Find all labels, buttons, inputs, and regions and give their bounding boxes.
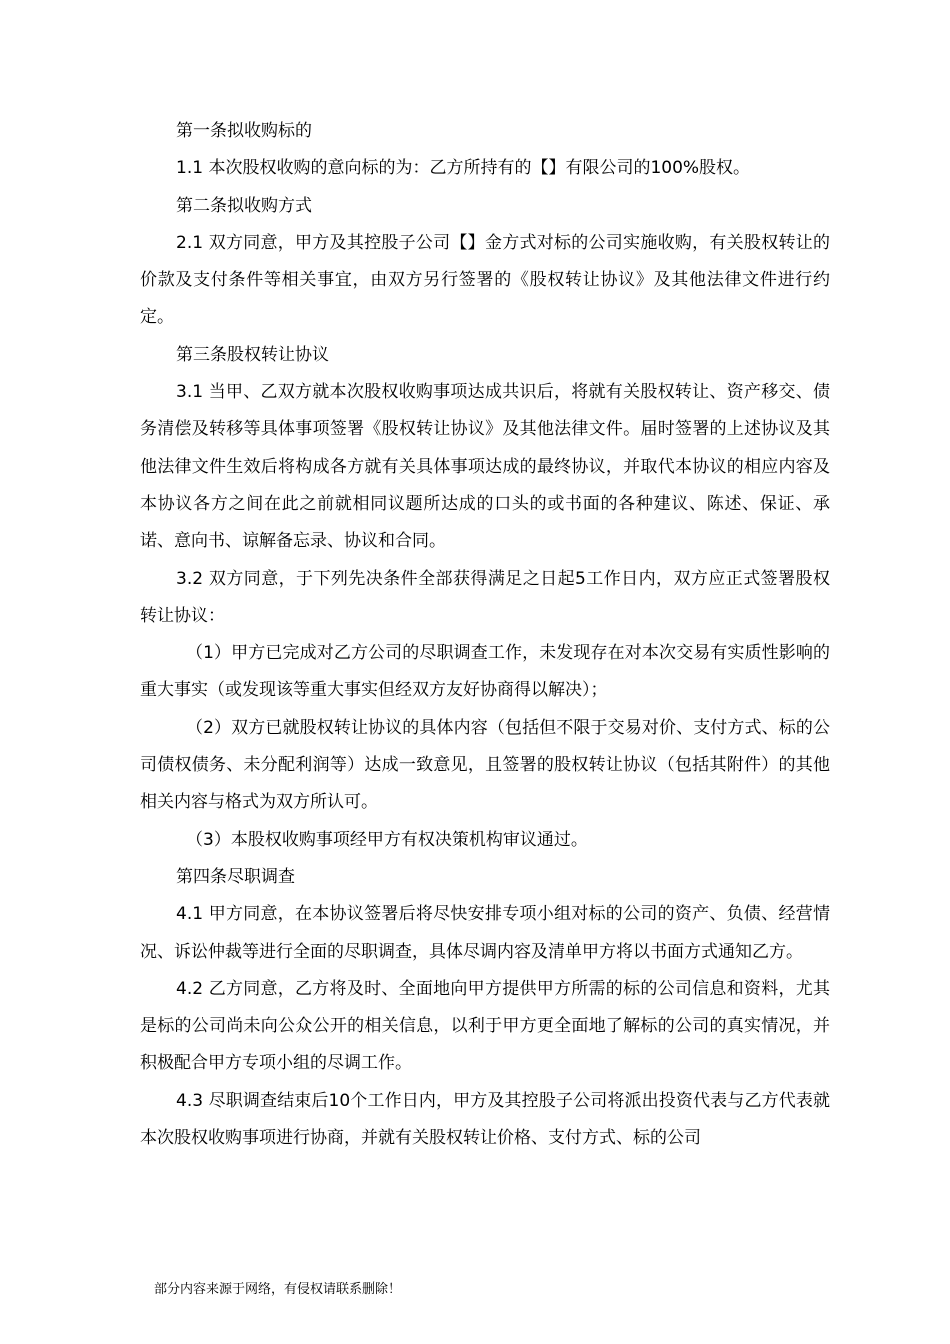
condition-item: （1）甲方已完成对乙方公司的尽职调查工作，未发现存在对本次交易有实质性影响的重大事实（或发现该等重大事实但经双方友好协商得以解决）；: [140, 643, 830, 701]
document-body: [140, 113, 830, 1157]
article-heading: 第四条尽职调查: [176, 866, 295, 887]
article-heading: 第一条拟收购标的: [176, 121, 312, 141]
article-heading: 第三条股权转让协议: [176, 344, 329, 365]
clause-paragraph: 3.1 当甲、乙双方就本次股权收购事项达成共识后，将就有关股权转让、资产移交、债务清偿及转移等具体事项签署《股权转让协议》及其他法律文件。届时签署的上述协议及其他法律文件生效后将构成各方就有关具体事项达成的最终协议，并取代本协议的相应内容及本协议各方之间在此之前就相同议题所达成的口头的或书面的各种建议、陈述、保证、承诺、意向书、谅解备忘录、协议和合同。: [140, 382, 830, 552]
clause-paragraph: 4.3 尽职调查结束后10个工作日内，甲方及其控股子公司将派出投资代表与乙方代表就本次股权收购事项进行协商，并就有关股权转让价格、支付方式、标的公司: [140, 1090, 830, 1149]
article-heading: 第二条拟收购方式: [176, 195, 312, 216]
condition-item: （2）双方已就股权转让协议的具体内容（包括但不限于交易对价、支付方式、标的公司债权债务、未分配利润等）达成一致意见，且签署的股权转让协议（包括其附件）的其他相关内容与格式为双方所认可。: [140, 717, 830, 813]
clause-paragraph: 3.2 双方同意，于下列先决条件全部获得满足之日起5工作日内，双方应正式签署股权转让协议：: [140, 568, 830, 626]
clause-paragraph: 4.1 甲方同意，在本协议签署后将尽快安排专项小组对标的公司的资产、负债、经营情况、诉讼仲裁等进行全面的尽职调查，具体尽调内容及清单甲方将以书面方式通知乙方。: [140, 904, 830, 962]
clause-paragraph: 2.1 双方同意，甲方及其控股子公司【】金方式对标的公司实施收购，有关股权转让的价款及支付条件等相关事宜，由双方另行签署的《股权转让协议》及其他法律文件进行约定。: [140, 232, 830, 328]
clause-paragraph: 1.1 本次股权收购的意向标的为：乙方所持有的【】有限公司的100%股权。: [176, 158, 751, 179]
condition-item: （3）本股权收购事项经甲方有权决策机构审议通过。: [186, 829, 588, 850]
footer-disclaimer: 部分内容来源于网络，有侵权请联系删除！: [154, 1282, 402, 1297]
clause-paragraph: 4.2 乙方同意，乙方将及时、全面地向甲方提供甲方所需的标的公司信息和资料，尤其是标的公司尚未向公众公开的相关信息，以利于甲方更全面地了解标的公司的真实情况，并积极配合甲方专项小组的尽调工作。: [140, 978, 830, 1074]
